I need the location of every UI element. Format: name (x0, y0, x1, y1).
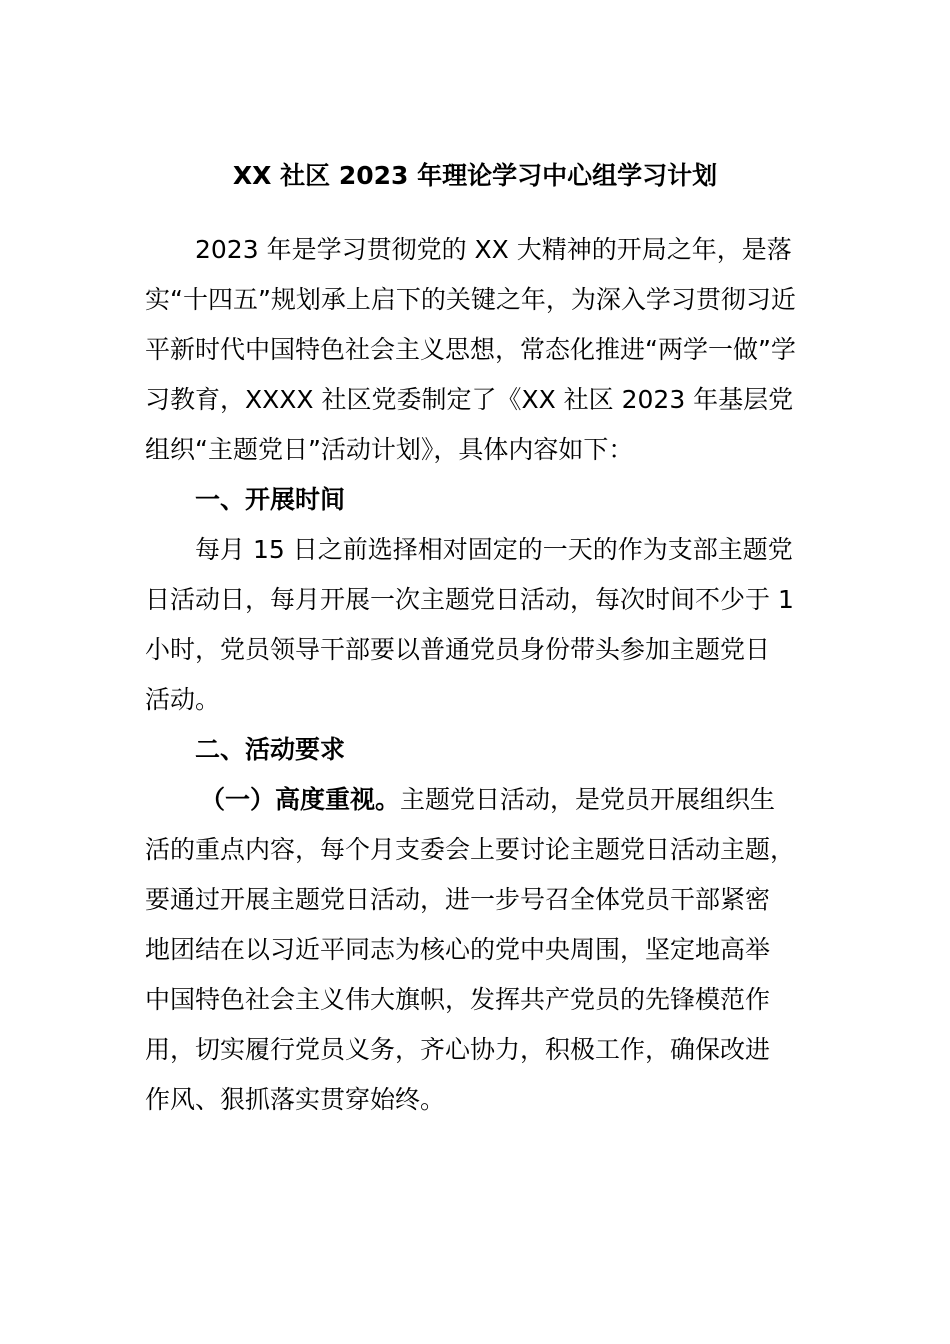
document-title: XX 社区 2023 年理论学习中心组学习计划 (232, 161, 718, 190)
subsection1-line: 活的重点内容，每个月支委会上要讨论主题党日活动主题， (145, 835, 796, 864)
section1-line: 小时，党员领导干部要以普通党员身份带头参加主题党日 (145, 635, 771, 664)
subsection1-label: （一）高度重视。 (200, 785, 401, 814)
subsection1-first-text: 主题党日活动，是党员开展组织生 (400, 785, 776, 814)
section1-line: 日活动日，每月开展一次主题党日活动，每次时间不少于 1 (145, 585, 794, 614)
intro-line: 组织“主题党日”活动计划》，具体内容如下： (145, 435, 634, 464)
intro-line: 平新时代中国特色社会主义思想，常态化推进“两学一做”学 (145, 335, 796, 364)
intro-line: 2023 年是学习贯彻党的 XX 大精神的开局之年，是落 (195, 235, 792, 264)
section-heading-requirements: 二、活动要求 (195, 735, 346, 764)
subsection1-line: 作风、狠抓落实贯穿始终。 (145, 1085, 446, 1114)
section1-line: 活动。 (145, 685, 221, 714)
section-heading-schedule: 一、开展时间 (195, 485, 346, 514)
subsection1-first-line (200, 782, 775, 818)
subsection1-line: 地团结在以习近平同志为核心的党中央周围，坚定地高举 (145, 935, 771, 964)
subsection1-line: 用，切实履行党员义务，齐心协力，积极工作，确保改进 (145, 1035, 771, 1064)
intro-line: 习教育，XXXX 社区党委制定了《XX 社区 2023 年基层党 (145, 385, 794, 414)
intro-line: 实“十四五”规划承上启下的关键之年，为深入学习贯彻习近 (145, 285, 796, 314)
section1-line: 每月 15 日之前选择相对固定的一天的作为支部主题党 (195, 535, 793, 564)
subsection1-line: 中国特色社会主义伟大旗帜，发挥共产党员的先锋模范作 (145, 985, 771, 1014)
subsection1-line: 要通过开展主题党日活动，进一步号召全体党员干部紧密 (145, 885, 771, 914)
